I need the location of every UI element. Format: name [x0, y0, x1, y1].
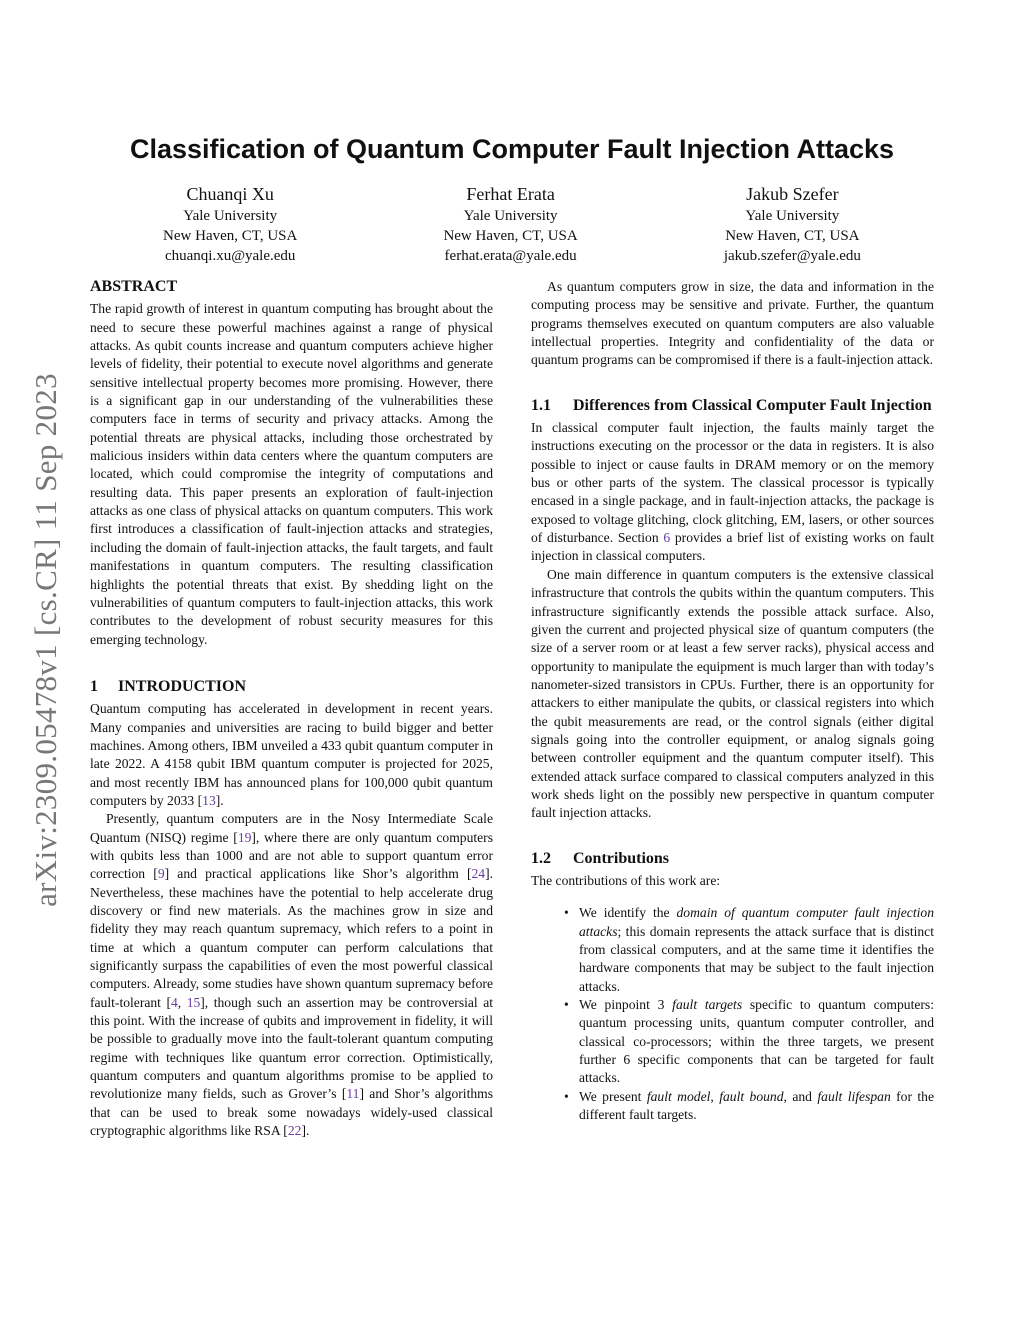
author-affiliation: Yale University	[183, 208, 278, 224]
section-link[interactable]: 6	[663, 530, 671, 546]
text-span: ] and practical applications like Shor’s algorithm [	[164, 866, 472, 882]
right-column	[531, 278, 934, 1124]
contributions-list	[531, 904, 934, 1124]
author-name: Jakub Szefer	[746, 184, 839, 204]
citation-link[interactable]: 15	[186, 994, 201, 1010]
emphasis: fault targets	[672, 997, 743, 1013]
section-title: Contributions	[573, 849, 670, 867]
section-number: 1.1	[531, 396, 551, 414]
text-span: ,	[710, 1088, 720, 1104]
author-email: jakub.szefer@yale.edu	[723, 248, 861, 264]
list-item	[579, 996, 934, 1088]
text-span: Presently, quantum computers are in the Nosy Intermediate Scale Quantum (NISQ) regime [	[90, 811, 493, 845]
subsection-1-1-paragraph-2: One main difference in quantum computers is the extensive classical infrastructure that controls the qubits within the quantum computers. This infrastructure significantly extends the possible attack surface. Also, given the current and projected physical size of quantum computers (the size of a server room or at least a few server racks), physical access and opportunity to manipulate the equipment is much larger than with today’s nanometer-sized transistors in CPUs. Further, there is an opportunity for attackers to either manipulate the qubits, or classical registers into which the qubit measurements are read, or the control signals (either digital signals going into the controller equipment, or analog signals going between controller equipment and the quantum computer itself). This extended attack surface compared to classical computers analyzed in this work sheds light on the possibly new perspective in quantum computer fault injection attacks.	[531, 566, 934, 821]
text-span: ].	[215, 792, 224, 808]
citation-link[interactable]: 4	[170, 994, 178, 1010]
emphasis: domain of quantum computer fault injection attacks	[579, 905, 934, 939]
citation-link[interactable]: 13	[202, 792, 216, 808]
text-span: provides a brief list of existing works on fault injection in classical computers.	[531, 530, 934, 564]
author-affiliation: Yale University	[745, 208, 840, 224]
text-span: We present	[579, 1088, 647, 1104]
citation-link[interactable]: 22	[287, 1123, 302, 1139]
author-location: New Haven, CT, USA	[443, 228, 578, 244]
author-3	[724, 182, 861, 266]
section-number: 1.2	[531, 849, 551, 867]
author-2	[443, 182, 577, 266]
text-span: We identify the	[579, 905, 677, 921]
subsection-1-2-heading	[531, 850, 934, 868]
author-name: Chuanqi Xu	[186, 184, 274, 204]
text-span: specific to quantum computers: quantum processing units, quantum computer controller, and classical co-processors; within the three targets, we present further 6 specific components that can be targeted for fault attacks.	[579, 997, 934, 1086]
author-affiliation: Yale University	[463, 208, 558, 224]
section-title: INTRODUCTION	[118, 677, 247, 695]
left-column	[90, 278, 493, 1140]
introduction-paragraph-3: As quantum computers grow in size, the data and information in the computing process may be sensitive and private. Further, the quantum programs themselves executed on quantum computers are also valuable intellectual properties. Integrity and confidentiality of the data or quantum programs can be compromised if there is a fault-injection attack.	[531, 279, 934, 368]
text-span: ].	[301, 1123, 310, 1139]
citation-link[interactable]: 9	[157, 866, 165, 882]
author-location: New Haven, CT, USA	[163, 228, 298, 244]
list-item	[579, 904, 934, 996]
text-span: ] and Shor’s algorithms that can be used to break some nowadays widely-used classical cryptographic algorithms like RSA [	[90, 1086, 494, 1139]
emphasis: fault model	[646, 1088, 711, 1104]
introduction-heading	[90, 678, 493, 696]
author-1	[163, 182, 297, 266]
emphasis: fault bound	[719, 1088, 784, 1104]
citation-link[interactable]: 11	[346, 1086, 360, 1102]
emphasis: fault lifespan	[817, 1088, 891, 1104]
citation-link[interactable]: 19	[237, 829, 252, 845]
section-title: Differences from Classical Computer Fault Injection	[573, 396, 932, 414]
subsection-1-1-heading	[531, 397, 934, 415]
text-span: Quantum computing has accelerated in development in recent years. Many companies and universities are racing to build bigger and better machines. Among others, IBM unveiled a 433 qubit quantum computer in late 2022. A 4158 qubit IBM quantum computer is projected for 2025, and most recently IBM has announced plans for 100,000 qubit quantum computers by 2033 [	[90, 701, 493, 808]
citation-link[interactable]: 24	[471, 866, 486, 882]
text-span: ]. Nevertheless, these machines have the potential to help accelerate drug discovery or find new materials. As the machines grow in size and fidelity they may reach quantum supremacy, which refers to a point in time at which a quantum computer can perform calculations that significantly surpass the capabilities of even the most powerful classical computers. Already, some studies have shown quantum supremacy before fault-tolerant [	[90, 866, 494, 1010]
arxiv-identifier: arXiv:2309.05478v1 [cs.CR] 11 Sep 2023	[28, 373, 63, 907]
author-name: Ferhat Erata	[466, 184, 555, 204]
author-email: chuanqi.xu@yale.edu	[164, 248, 296, 264]
text-span: ], though such an assertion may be controversial at this point. With the increase of qubits and improvement in fidelity, it will be possible to gradually move into the fault-tolerant quantum computing regime with techniques like quantum error correction. Optimistically, quantum computers and quantum algorithms promise to be applied to revolutionize many fields, such as Grover’s [	[90, 994, 494, 1102]
introduction-paragraph-1	[90, 700, 493, 810]
abstract-text: The rapid growth of interest in quantum computing has brought about the need to secure these powerful machines against a range of physical attacks. As qubit counts increase and quantum computers achieve higher levels of fidelity, their potential to execute novel algorithms and generate sensitive intellectual property becomes more promising. However, there is a significant gap in our understanding of the vulnerabilities these computers face in terms of security and privacy attacks. Among the potential threats are physical attacks, including those orchestrated by malicious insiders within data centers where the quantum computers are located, which could compromise the integrity of computations and resulting data. This paper presents an exploration of fault-injection attacks as one class of physical attacks on quantum computers. This work first introduces a classification of fault-injection attacks and strategies, including the domain of fault-injection attacks, the fault targets, and fault manifestations in quantum computers. The resulting classification highlights the potential threats that exist. By shedding light on the vulnerabilities of quantum computers to fault-injection attacks, this work contributes to the development of robust security measures for this emerging technology.	[90, 301, 493, 647]
text-span: , and	[783, 1088, 818, 1104]
section-number: 1	[90, 677, 98, 695]
list-item	[579, 1088, 934, 1125]
author-block	[90, 182, 934, 266]
arxiv-sidebar	[28, 330, 64, 950]
subsection-1-1-paragraph-1	[531, 419, 934, 566]
contributions-intro: The contributions of this work are:	[531, 872, 721, 888]
text-span: ,	[177, 994, 187, 1010]
introduction-paragraph-2	[90, 810, 493, 1140]
text-span: We pinpoint 3	[579, 997, 673, 1013]
text-span: ; this domain represents the attack surface that is distinct from classical computers, and at the same time it identifies the hardware components that may be subject to the fault injection attacks.	[579, 923, 934, 994]
text-span: for the different fault targets.	[579, 1088, 935, 1123]
author-location: New Haven, CT, USA	[725, 228, 860, 244]
text-span: ], where there are only quantum computers with qubits less than 1000 and are not able to support quantum error correction [	[90, 829, 493, 882]
text-span: In classical computer fault injection, the faults mainly target the instructions executing on the processor or the data in registers. It is also possible to inject or cause faults in DRAM memory or on the memory bus or other parts of the system. The classical processor is typically encased in a single package, and in fault-injection attacks, the package is exposed to voltage glitching, clock glitching, EM, lasers, or other sources of disturbance. Section	[531, 420, 934, 546]
author-email: ferhat.erata@yale.edu	[444, 248, 577, 264]
paper-title: Classification of Quantum Computer Fault Injection Attacks	[129, 134, 895, 164]
abstract-heading: ABSTRACT	[90, 278, 178, 295]
